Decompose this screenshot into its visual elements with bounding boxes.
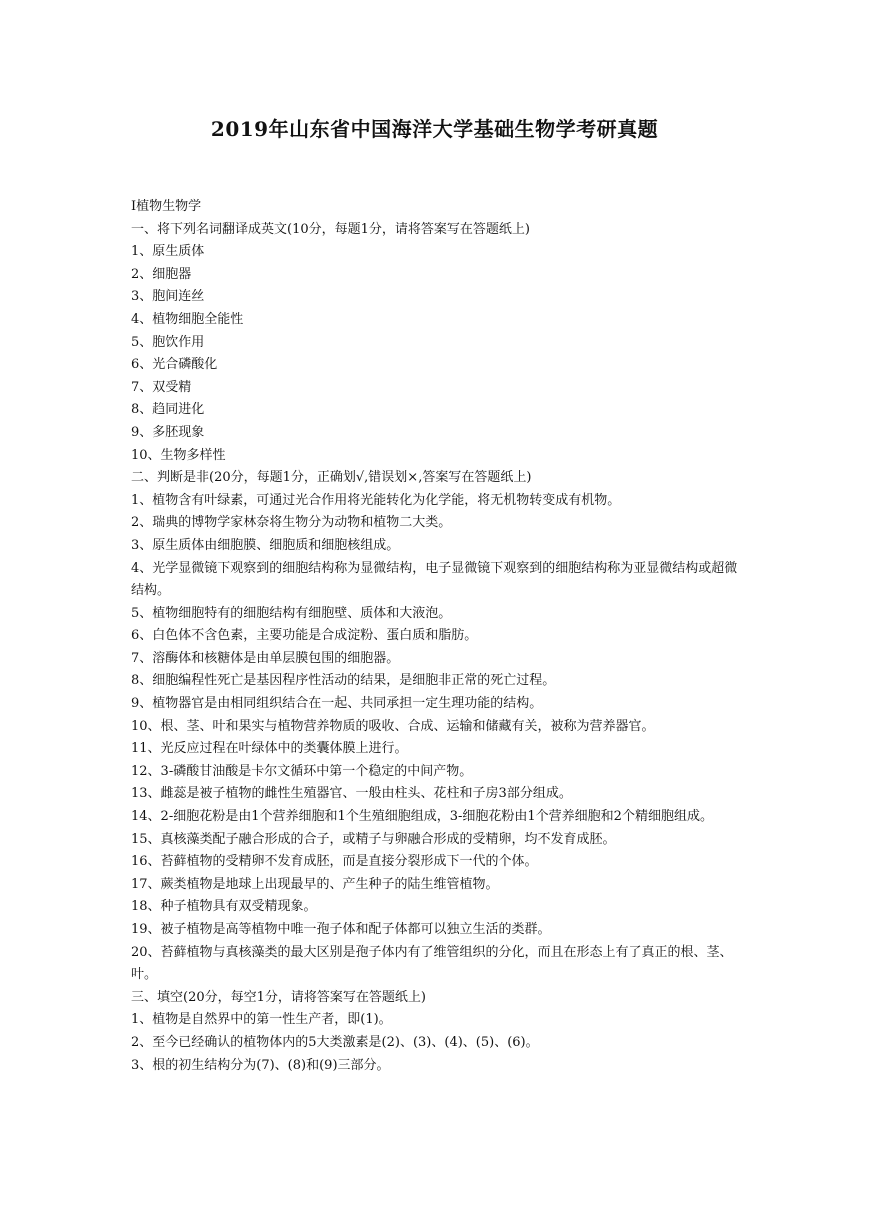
question-item: 6、光合磷酸化: [131, 357, 218, 373]
document-title: 2019年山东省中国海洋大学基础生物学考研真题: [210, 117, 659, 141]
question-item: 9、植物器官是由相同组织结合在一起、共同承担一定生理功能的结构。: [131, 696, 543, 712]
question-item: 1、原生质体: [131, 244, 205, 260]
question-item: 2、至今已经确认的植物体内的5大类激素是(2)、(3)、(4)、(5)、(6)。: [131, 1034, 539, 1050]
question-item: 14、2-细胞花粉是由1个营养细胞和1个生殖细胞组成，3-细胞花粉由1个营养细胞和2个精细胞组成。: [131, 809, 713, 825]
question-item: 2、细胞器: [131, 266, 192, 282]
question-item: 4、植物细胞全能性: [131, 311, 244, 327]
question-item: 12、3-磷酸甘油酸是卡尔文循环中第一个稳定的中间产物。: [131, 763, 473, 779]
question-item: 19、被子植物是高等植物中唯一孢子体和配子体都可以独立生活的类群。: [131, 922, 551, 937]
question-item: 4、光学显微镜下观察到的细胞结构称为显微结构，电子显微镜下观察到的细胞结构称为亚显微结构或超微结构。: [131, 560, 738, 599]
question-item: 7、溶酶体和核糖体是由单层膜包围的细胞器。: [131, 650, 400, 666]
question-item: 1、植物含有叶绿素，可通过光合作用将光能转化为化学能，将无机物转变成有机物。: [131, 492, 621, 508]
question-item: 5、胞饮作用: [131, 334, 205, 350]
question-item: 11、光反应过程在叶绿体中的类囊体膜上进行。: [131, 741, 408, 757]
question-item: 18、种子植物具有双受精现象。: [131, 899, 317, 915]
question-item: 10、生物多样性: [131, 447, 226, 463]
section-heading: 三、填空(20分，每空1分，请将答案写在答题纸上): [131, 989, 426, 1005]
question-item: 17、蕨类植物是地球上出现最早的、产生种子的陆生维管植物。: [131, 876, 499, 892]
section-heading: 一、将下列名词翻译成英文(10分，每题1分，请将答案写在答题纸上): [131, 221, 530, 237]
question-item: 2、瑞典的博物学家林奈将生物分为动物和植物二大类。: [131, 515, 452, 531]
question-item: 20、苔藓植物与真核藻类的最大区别是孢子体内有了维管组织的分化，而且在形态上有了真正的根、茎、叶。: [131, 944, 733, 983]
question-item: 8、趋同进化: [131, 402, 205, 418]
question-item: 16、苔藓植物的受精卵不发育成胚，而是直接分裂形成下一代的个体。: [131, 854, 538, 870]
question-item: 3、胞间连丝: [131, 289, 205, 305]
question-item: 3、原生质体由细胞膜、细胞质和细胞核组成。: [131, 537, 400, 553]
part-heading: I植物生物学: [131, 199, 202, 214]
question-item: 13、雌蕊是被子植物的雌性生殖器官、一般由柱头、花柱和子房3部分组成。: [131, 786, 572, 802]
question-item: 9、多胚现象: [131, 424, 205, 440]
section-heading: 二、判断是非(20分，每题1分，正确划√,错误划×,答案写在答题纸上): [131, 470, 532, 486]
question-item: 7、双受精: [131, 379, 192, 395]
question-item: 1、植物是自然界中的第一性生产者，即(1)。: [131, 1012, 392, 1028]
question-item: 3、根的初生结构分为(7)、(8)和(9)三部分。: [131, 1057, 390, 1073]
question-item: 6、白色体不含色素，主要功能是合成淀粉、蛋白质和脂肪。: [131, 628, 478, 644]
question-item: 8、细胞编程性死亡是基因程序性活动的结果，是细胞非正常的死亡过程。: [131, 673, 556, 689]
question-item: 10、根、茎、叶和果实与植物营养物质的吸收、合成、运输和储藏有关，被称为营养器官。: [131, 718, 655, 734]
question-item: 5、植物细胞特有的细胞结构有细胞壁、质体和大液泡。: [131, 605, 452, 621]
question-item: 15、真核藻类配子融合形成的合子，或精子与卵融合形成的受精卵，均不发育成胚。: [131, 831, 616, 847]
document-body: [131, 196, 743, 1077]
